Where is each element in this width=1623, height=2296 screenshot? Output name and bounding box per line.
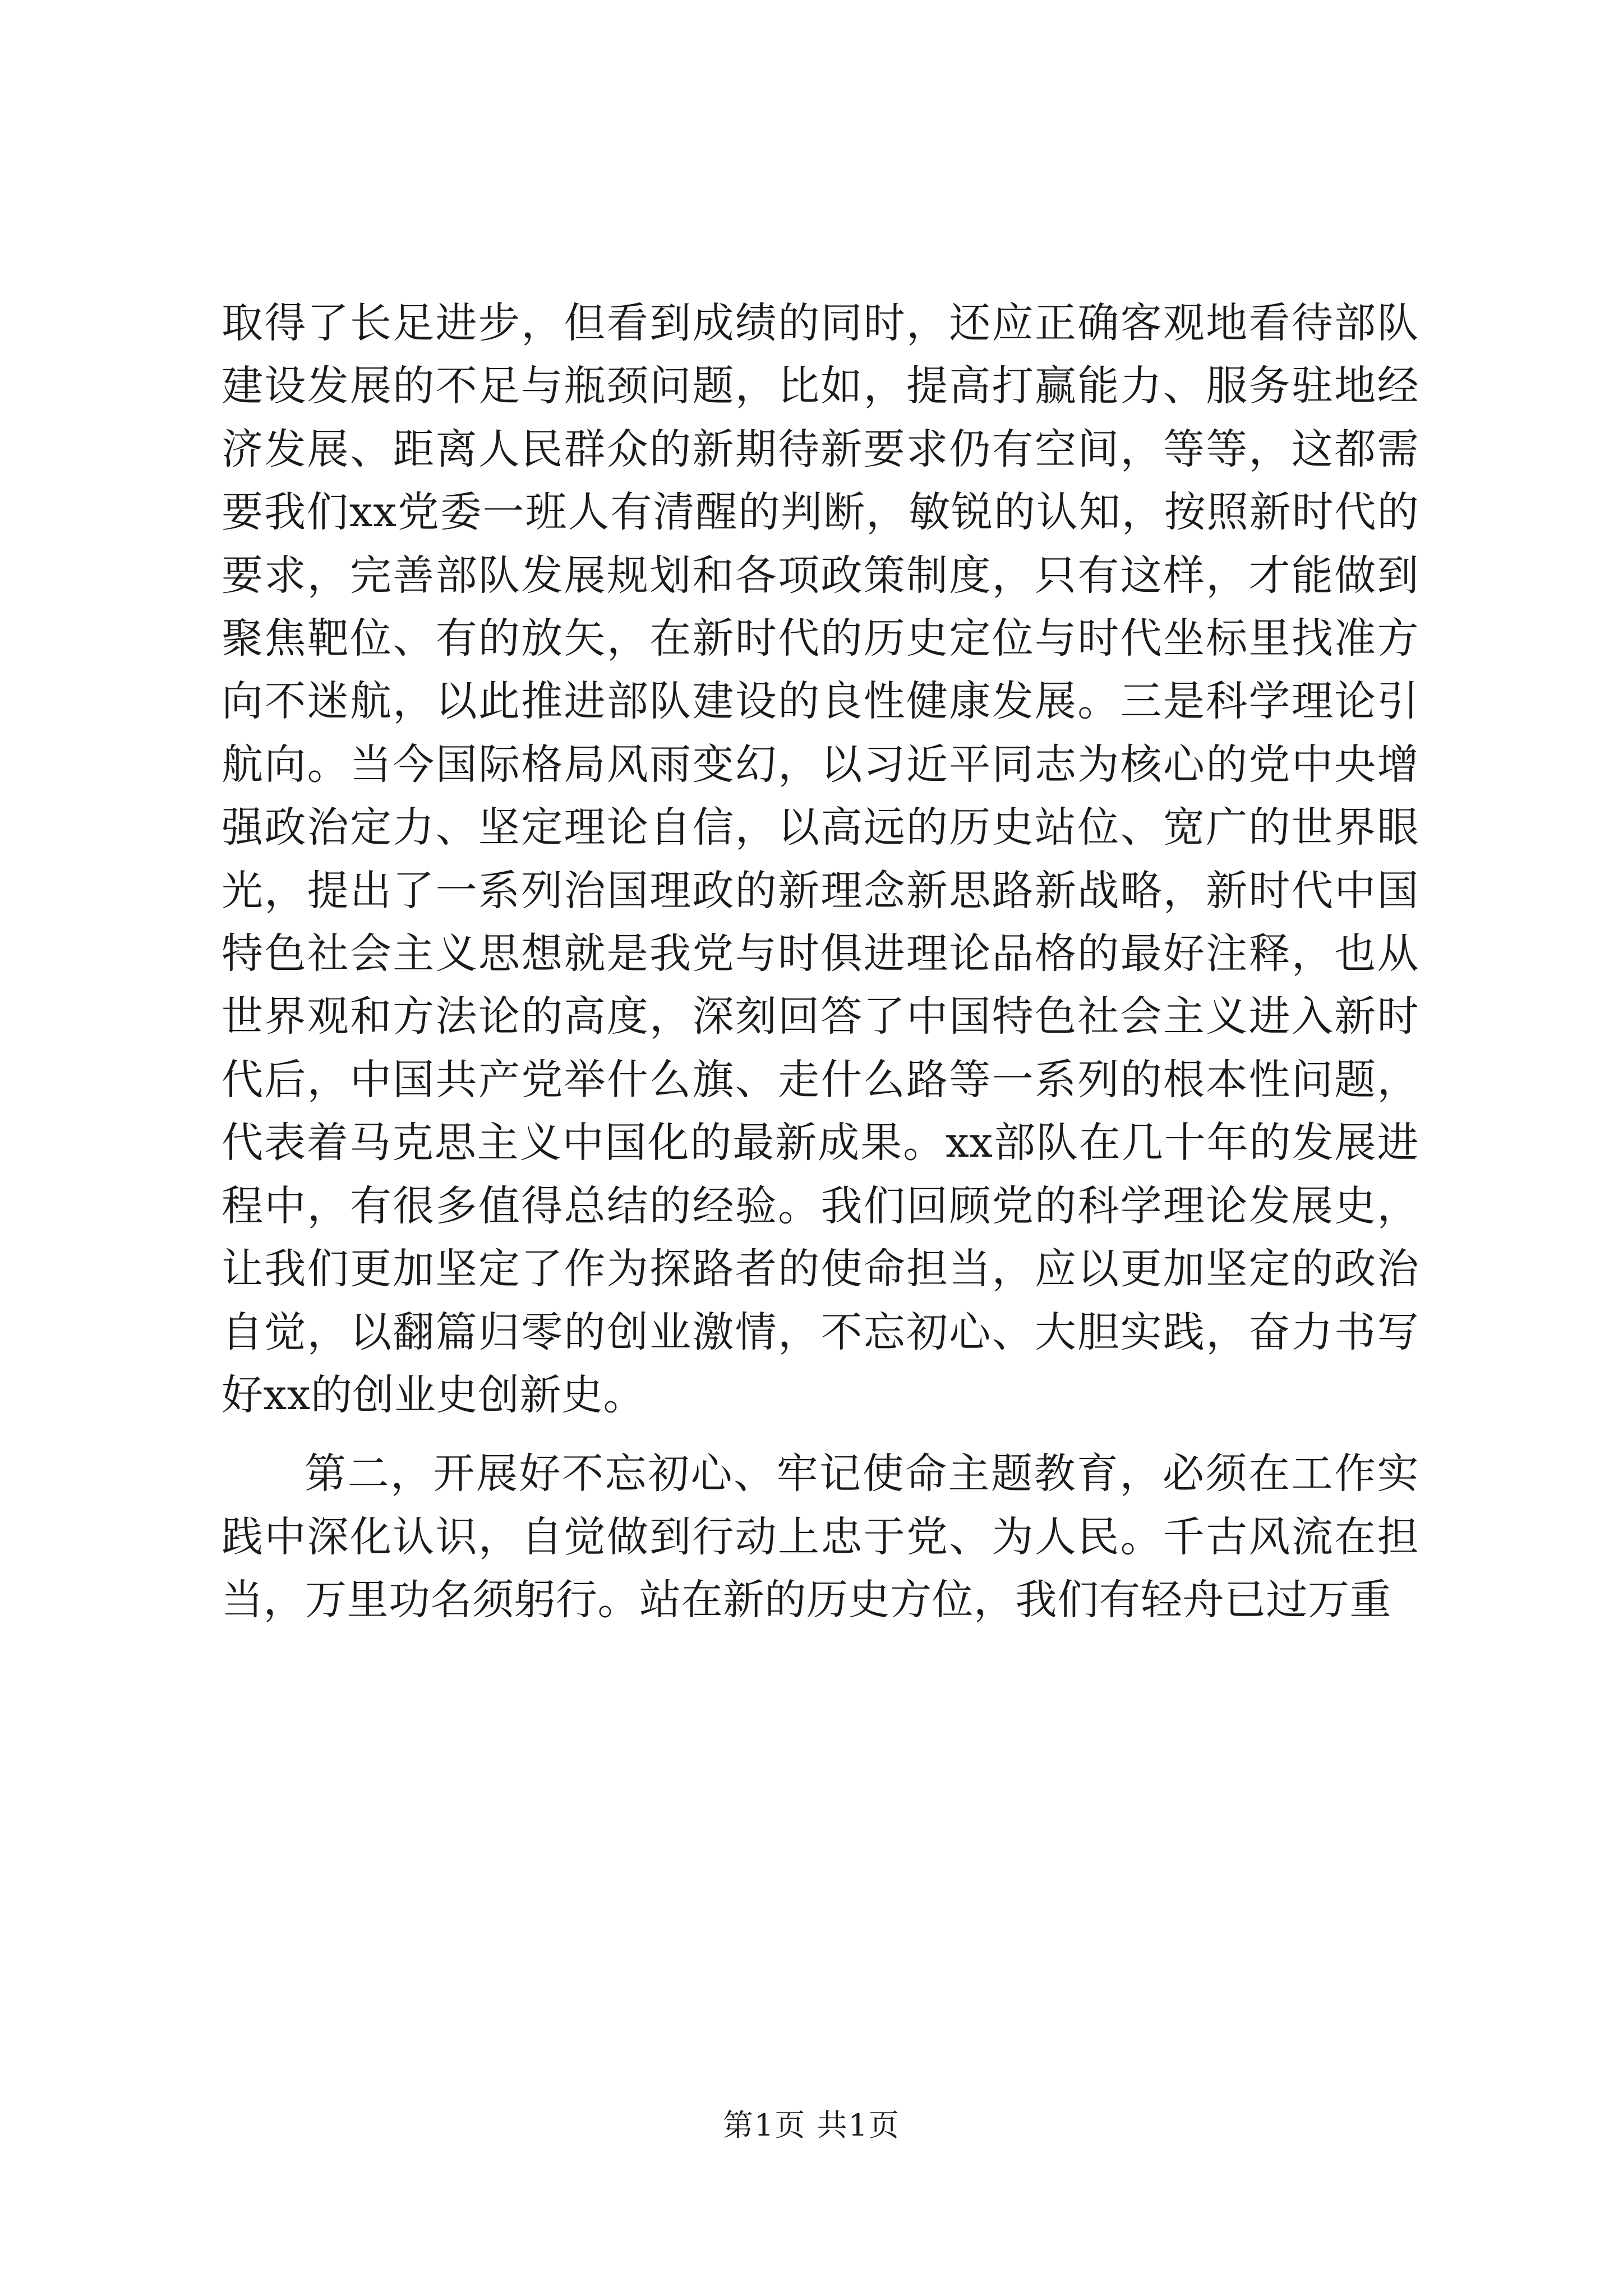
page-footer: 第1页 共1页: [723, 2108, 900, 2143]
document-body: [222, 292, 1419, 1632]
paragraph-second-point: 第二，开展好不忘初心、牢记使命主题教育，必须在工作实践中深化认识，自觉做到行动上忠于党、为人民。千古风流在担当，万里功名须躬行。站在新的历史方位，我们有轻舟已过万重: [222, 1450, 1419, 1625]
paragraph-continuation: 取得了长足进步，但看到成绩的同时，还应正确客观地看待部队建设发展的不足与瓶颈问题，比如，提高打赢能力、服务驻地经济发展、距离人民群众的新期待新要求仍有空间，等等，这都需要我们xx党委一班人有清醒的判断，敏锐的认知，按照新时代的要求，完善部队发展规划和各项政策制度，只有这样，才能做到聚焦靶位、有的放矢，在新时代的历史定位与时代坐标里找准方向不迷航，以此推进部队建设的良性健康发展。三是科学理论引航向。当今国际格局风雨变幻，以习近平同志为核心的党中央增强政治定力、坚定理论自信，以高远的历史站位、宽广的世界眼光，提出了一系列治国理政的新理念新思路新战略，新时代中国特色社会主义思想就是我党与时俱进理论品格的最好注释，也从世界观和方法论的高度，深刻回答了中国特色社会主义进入新时代后，中国共产党举什么旗、走什么路等一系列的根本性问题，代表着马克思主义中国化的最新成果。xx部队在几十年的发展进程中，有很多值得总结的经验。我们回顾党的科学理论发展史，让我们更加坚定了作为探路者的使命担当，应以更加坚定的政治自觉，以翻篇归零的创业激情，不忘初心、大胆实践，奋力书写好xx的创业史创新史。: [222, 299, 1419, 1419]
